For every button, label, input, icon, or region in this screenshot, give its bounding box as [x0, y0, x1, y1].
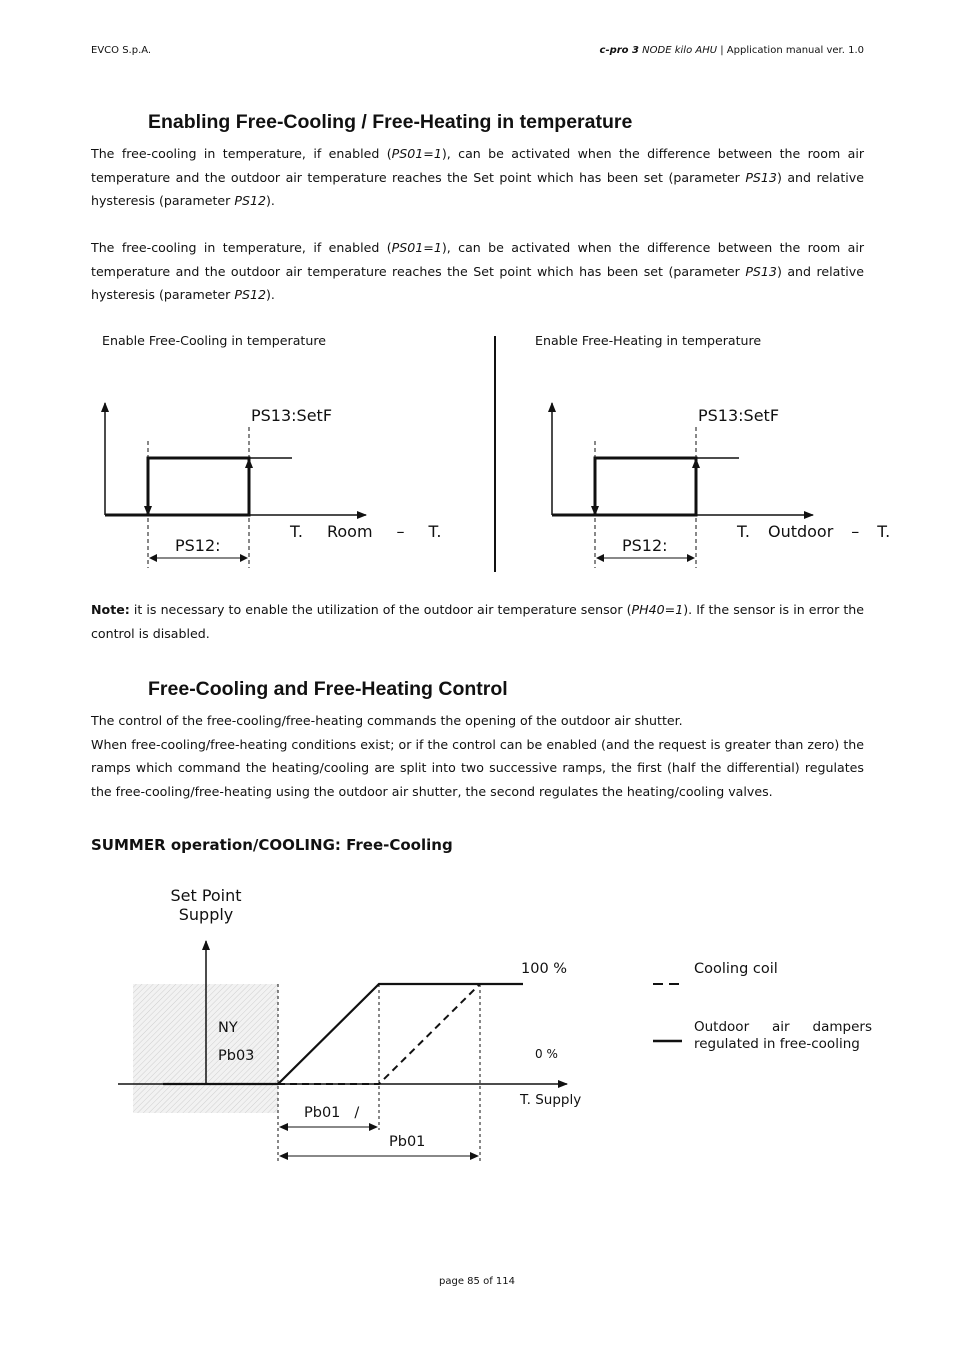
pb01-half-label: Pb01 /: [304, 1105, 360, 1121]
header-product: c-pro 3: [599, 45, 639, 56]
left-axis-label: T. Room – T.: [290, 522, 442, 541]
section1-paragraph-1: The free-cooling in temperature, if enabled (PS01=1), can be activated when the difference between the room air temperature and the outdoor air temperature reaches the Set point which has been set (parameter PS13) and relative hysteresis (parameter PS12).: [91, 146, 865, 208]
legend-cooling-coil: Cooling coil: [694, 961, 778, 977]
free-heating-diagram-title: Enable Free-Heating in temperature: [535, 333, 762, 348]
free-heating-diagram: [552, 403, 813, 568]
section2-title: Free-Cooling and Free-Heating Control: [148, 678, 508, 700]
free-cooling-control-diagram: [118, 941, 682, 1162]
hundred-percent-label: 100 %: [521, 961, 568, 977]
left-setpoint-label: PS13:SetF: [251, 406, 333, 425]
header-company: EVCO S.p.A.: [91, 45, 152, 56]
section1-title: Enabling Free-Cooling / Free-Heating in temperature: [148, 111, 633, 133]
page-number: page 85 of 114: [439, 1276, 515, 1287]
setpoint-supply-label: Set Point Supply: [170, 886, 242, 924]
note-paragraph: Note: it is necessary to enable the utilization of the outdoor air temperature sensor (PH40=1). If the sensor is in error the control is disabled.: [91, 602, 865, 641]
right-axis-label: T. Outdoor – T.: [737, 522, 891, 541]
header-manual: | Application manual ver. 1.0: [717, 45, 864, 56]
header-product-rest: NODE kilo AHU: [639, 45, 718, 56]
note-label: Note:: [91, 602, 130, 617]
free-cooling-diagram-title: Enable Free-Cooling in temperature: [102, 333, 326, 348]
right-hysteresis-label: PS12:: [622, 536, 668, 555]
legend-outdoor-dampers: Outdoor air dampers regulated in free-cooling: [694, 1019, 872, 1052]
section2-paragraph: The control of the free-cooling/free-heating commands the opening of the outdoor air shutter. When free-cooling/free-heating conditions exist; or if the control can be enabled (and the request is greater than zero) the ramps which command the heating/cooling are split into two successive ramps, the first (half the differential) regulates the free-cooling/free-heating using the outdoor air shutter, the second regulates the heating/cooling valves.: [91, 713, 864, 799]
summer-subtitle: SUMMER operation/COOLING: Free-Cooling: [91, 836, 453, 854]
right-setpoint-label: PS13:SetF: [698, 406, 780, 425]
left-hysteresis-label: PS12:: [175, 536, 221, 555]
section1-paragraph-2: The free-cooling in temperature, if enabled (PS01=1), can be activated when the difference between the room air temperature and the outdoor air temperature reaches the Set point which has been set (parameter PS13) and relative hysteresis (parameter PS12).: [91, 240, 865, 302]
pb01-label: Pb01: [389, 1134, 426, 1150]
t-supply-label: T. Supply: [520, 1092, 582, 1108]
free-cooling-diagram: [105, 403, 366, 568]
zero-percent-label: 0 %: [535, 1047, 558, 1061]
ny-label: NY: [218, 1020, 238, 1036]
pb03-label: Pb03: [218, 1048, 255, 1064]
